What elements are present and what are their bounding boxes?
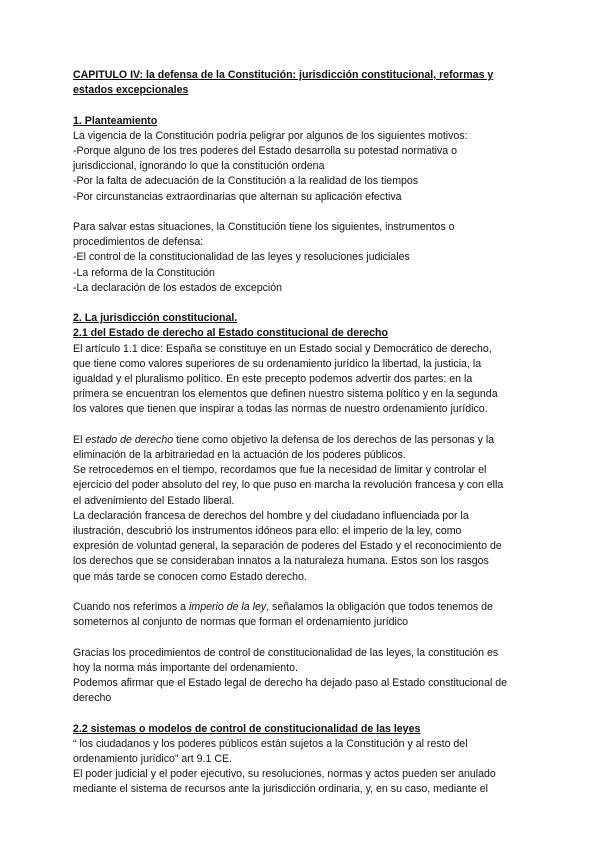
paragraph-line: La declaración francesa de derechos del hombre y del ciudadano influenciada por la bbox=[73, 509, 469, 522]
paragraph-line: -El control de la constitucionalidad de las leyes y resoluciones judiciales bbox=[73, 251, 410, 264]
paragraph-line bbox=[73, 433, 528, 448]
paragraph-line: que más tarde se conocen como Estado derecho. bbox=[73, 570, 307, 583]
paragraph-line: Para salvar estas situaciones, la Constitución tiene los siguientes, instrumentos o bbox=[73, 221, 455, 233]
paragraph-line: La vigencia de la Constitución podría peligrar por algunos de los siguientes motivos: bbox=[73, 129, 468, 142]
chapter-title: CAPITULO IV: la defensa de la Constitución: jurisdicción constitucional, reformas y bbox=[73, 69, 494, 81]
text-run: Cuando nos referimos a bbox=[73, 601, 190, 614]
paragraph-line: -La reforma de la Constitución bbox=[73, 266, 215, 279]
paragraph-line: jurisdiccional, ignorando lo que la constitución ordena bbox=[73, 160, 325, 173]
paragraph-line: Se retrocedemos en el tiempo, recordamos que fue la necesidad de limitar y controlar el bbox=[73, 464, 487, 477]
paragraph-line: someternos al conjunto de normas que forman el ordenamiento jurídico bbox=[73, 616, 409, 629]
paragraph-line: primera se encuentran los elementos que definen nuestro sistema político y en la segunda bbox=[73, 388, 498, 401]
subsection-heading-2-1: 2.1 del Estado de derecho al Estado constitucional de derecho bbox=[73, 327, 388, 340]
paragraph-line: eliminación de la arbitrariedad en la actuación de los poderes públicos. bbox=[73, 449, 406, 462]
paragraph-line: los derechos que se consideraban innatos a la naturaleza humana. Estos son los rasgos bbox=[73, 555, 489, 568]
subsection-heading-2-2: 2.2 sistemas o modelos de control de constitucionalidad de las leyes bbox=[73, 722, 421, 735]
paragraph-line: Gracias los procedimientos de control de constitucionalidad de las leyes, la constitución es bbox=[73, 646, 499, 659]
paragraph-line: El poder judicial y el poder ejecutivo, su resoluciones, normas y actos pueden ser anulado bbox=[73, 768, 496, 781]
emphasis-text: estado de derecho bbox=[85, 433, 174, 446]
paragraph-line: ejercicio del poder absoluto del rey, lo que puso en marcha la revolución francesa y con ella bbox=[73, 479, 504, 492]
paragraph-line: ordenamiento jurídico” art 9.1 CE. bbox=[73, 753, 232, 766]
paragraph-line: igualdad y el pluralismo político. En este precepto podemos advertir dos partes: en la bbox=[73, 373, 473, 386]
paragraph-line bbox=[73, 600, 528, 615]
paragraph-line: El artículo 1.1 dice: España se constituye en un Estado social y Democrático de derecho, bbox=[73, 342, 492, 355]
paragraph-line: ilustración, descubrió los instrumentos idóneos para ello: el imperio de la ley, como bbox=[73, 525, 462, 538]
paragraph-line: hoy la norma más importante del ordenamiento. bbox=[73, 661, 298, 674]
paragraph-line: derecho bbox=[73, 692, 112, 705]
chapter-title-cont: estados excepcionales bbox=[73, 84, 189, 97]
paragraph-line: -Por circunstancias extraordinarias que alternan su aplicación efectiva bbox=[73, 190, 402, 203]
paragraph-line: -La declaración de los estados de excepción bbox=[73, 281, 283, 294]
paragraph-line: mediante el sistema de recursos ante la jurisdicción ordinaria, y, en su caso, mediante el bbox=[73, 783, 488, 796]
paragraph-line: procedimientos de defensa: bbox=[73, 236, 204, 249]
paragraph-line: -Porque alguno de los tres poderes del Estado desarrolla su potestad normativa o bbox=[73, 145, 457, 157]
section-heading-1: 1. Planteamiento bbox=[73, 114, 158, 127]
paragraph-line: el advenimiento del Estado liberal. bbox=[73, 494, 235, 507]
paragraph-line: Podemos afirmar que el Estado legal de derecho ha dejado paso al Estado constitucional de bbox=[73, 677, 508, 690]
paragraph-line: expresión de voluntad general, la separación de poderes del Estado y el reconocimiento de bbox=[73, 540, 502, 553]
text-run: tiene como objetivo la defensa de los derechos de las personas y la bbox=[173, 433, 495, 446]
paragraph-line: -Por la falta de adecuación de la Constitución a la realidad de los tiempos bbox=[73, 175, 419, 188]
emphasis-text: imperio de la ley bbox=[189, 601, 267, 614]
paragraph-line: que tiene como valores superiores de su ordenamiento jurídico la libertad, la justicia, la bbox=[73, 357, 482, 370]
text-run: , señalamos la obligación que todos tenemos de bbox=[266, 601, 493, 614]
document-page bbox=[73, 68, 528, 798]
paragraph-line: los valores que tienen que inspirar a todas las normas de nuestro ordenamiento jurídico. bbox=[73, 403, 488, 416]
paragraph-line: “ los ciudadanos y los poderes públicos están sujetos a la Constitución y al resto del bbox=[73, 737, 468, 750]
section-heading-2: 2. La jurisdicción constitucional. bbox=[73, 312, 238, 325]
text-run: El bbox=[73, 433, 86, 446]
